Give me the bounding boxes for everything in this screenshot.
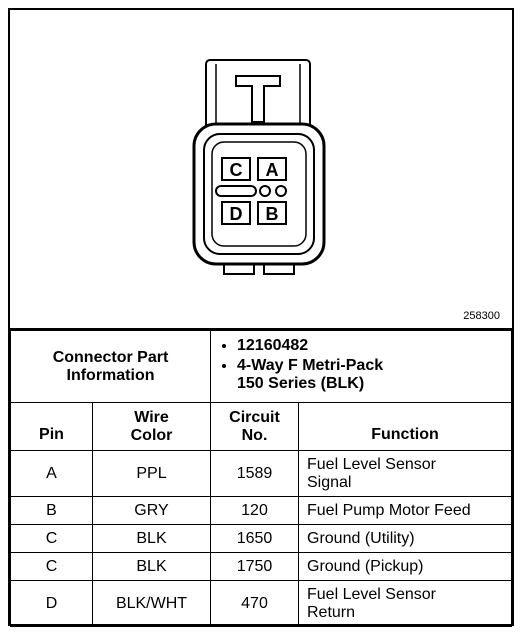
figure-id: 258300 [463, 310, 500, 322]
function-cell: Fuel Level Sensor Return [299, 581, 512, 627]
connector-info-label: Connector Part Information [11, 331, 211, 403]
function-cell: Ground (Utility) [299, 525, 512, 553]
color-cell: BLK [93, 553, 211, 581]
header-row [11, 403, 512, 451]
pin-c-label: C [229, 160, 243, 180]
connector-info-row [11, 331, 512, 403]
circuit-cell: 470 [211, 581, 299, 627]
circuit-cell: 1650 [211, 525, 299, 553]
color-cell: BLK/WHT [93, 581, 211, 627]
connector-drawing [10, 10, 512, 328]
circuit-cell: 120 [211, 497, 299, 525]
table-row [11, 581, 512, 627]
part-description: • 4-Way F Metri-Pack 150 Series (BLK) [237, 357, 503, 393]
pin-a-label: A [265, 160, 279, 180]
pin-cell: C [11, 553, 93, 581]
table-row [11, 497, 512, 525]
pin-cell: C [11, 525, 93, 553]
circuit-cell: 1589 [211, 451, 299, 497]
table-row [11, 451, 512, 497]
circuit-cell: 1750 [211, 553, 299, 581]
connector-frame [8, 8, 514, 626]
connector-table [10, 330, 512, 627]
header-pin: Pin [11, 403, 93, 451]
pin-cell: B [11, 497, 93, 525]
table-row [11, 525, 512, 553]
header-wire-color: Wire Color [93, 403, 211, 451]
table-row [11, 553, 512, 581]
pin-cell: A [11, 451, 93, 497]
part-number: • 12160482 [237, 337, 503, 355]
pin-d-label: D [229, 204, 243, 224]
color-cell: BLK [93, 525, 211, 553]
header-function: Function [299, 403, 512, 451]
color-cell: GRY [93, 497, 211, 525]
function-cell: Fuel Level Sensor Signal [299, 451, 512, 497]
connector-info-list [211, 331, 512, 403]
color-cell: PPL [93, 451, 211, 497]
function-cell: Ground (Pickup) [299, 553, 512, 581]
header-circuit: Circuit No. [211, 403, 299, 451]
function-cell: Fuel Pump Motor Feed [299, 497, 512, 525]
pin-b-label: B [265, 204, 279, 224]
connector-figure [10, 10, 512, 330]
pin-cell: D [11, 581, 93, 627]
